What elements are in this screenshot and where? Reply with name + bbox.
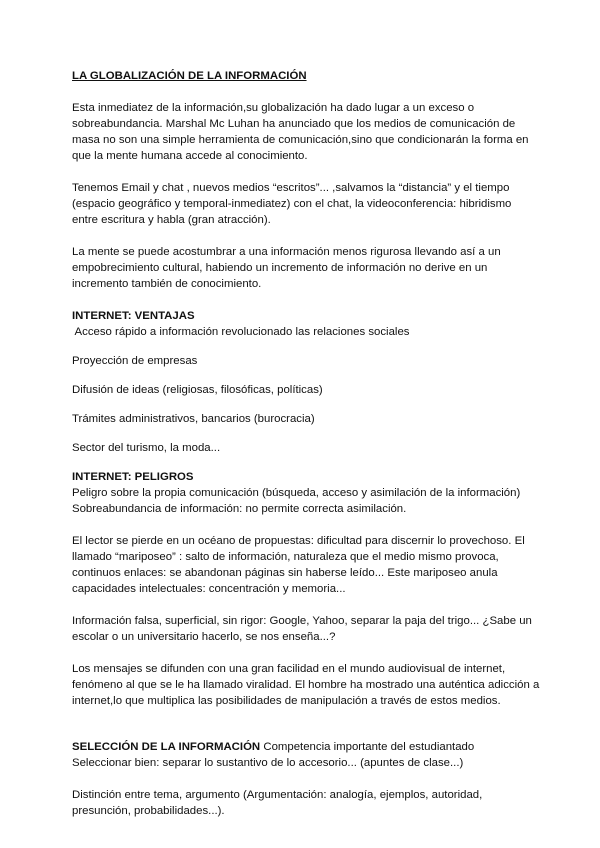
intro-paragraph-1: Esta inmediatez de la información,su globalización ha dado lugar a un exceso o sobreabundancia. Marshal Mc Luhan ha anunciado que los medios de comunicación de masa no son una simple herramienta de comunicación,sino que condicionarán la forma en que la mente humana accede al conocimiento. (72, 102, 529, 162)
intro-paragraph-3: La mente se puede acostumbrar a una información menos rigurosa llevando así a un empobrecimiento cultural, habiendo un incremento de información no derive en un incremento también de conocimiento. (72, 246, 501, 290)
peligros-paragraph-1: Peligro sobre la propia comunicación (búsqueda, acceso y asimilación de la información) Sobreabundancia de información: no permite correcta asimilación. (72, 487, 521, 515)
document-title: LA GLOBALIZACIÓN DE LA INFORMACIÓN (72, 70, 307, 82)
peligros-heading: INTERNET: PELIGROS (72, 471, 194, 483)
ventajas-item: Trámites administrativos, bancarios (burocracia) (72, 413, 315, 425)
ventajas-heading: INTERNET: VENTAJAS (72, 310, 195, 322)
seleccion-heading-rest: Competencia importante del estudiantado (260, 741, 475, 753)
seleccion-heading: SELECCIÓN DE LA INFORMACIÓN (72, 741, 261, 753)
ventajas-item: Difusión de ideas (religiosas, filosóficas, políticas) (72, 384, 323, 396)
document-page (72, 68, 540, 835)
seleccion-heading-line (72, 739, 540, 755)
peligros-paragraph-2: El lector se pierde en un océano de propuestas: dificultad para discernir lo provechoso. El llamado “mariposeo” : salto de información, naturaleza que el medio mismo provoca, continuos enlaces: se abandonan páginas sin haberse leído... Este mariposeo anula capacidades intelectuales: concentración y memoria... (72, 535, 525, 595)
ventajas-item: Proyección de empresas (72, 355, 198, 367)
intro-paragraph-2: Tenemos Email y chat , nuevos medios “escritos”... ,salvamos la “distancia” y el tiempo (espacio geográfico y temporal-inmediatez) con el chat, la videoconferencia: hibridismo entre escritura y habla (gran atracción). (72, 182, 512, 226)
ventajas-item: Sector del turismo, la moda... (72, 442, 221, 454)
seleccion-paragraph: Distinción entre tema, argumento (Argumentación: analogía, ejemplos, autoridad, presunción, probabilidades...). (72, 789, 483, 817)
peligros-paragraph-3: Información falsa, superficial, sin rigor: Google, Yahoo, separar la paja del trigo... ¿Sabe un escolar o un universitario hacerlo, se nos enseña...? (72, 615, 532, 643)
peligros-paragraph-4: Los mensajes se difunden con una gran facilidad en el mundo audiovisual de internet, fenómeno al que se le ha llamado viralidad. El hombre ha mostrado una auténtica adicción a internet,lo que multiplica las posibilidades de manipulación a través de estos medios. (72, 663, 540, 707)
seleccion-line-2: Seleccionar bien: separar lo sustantivo de lo accesorio... (apuntes de clase...) (72, 757, 464, 769)
ventajas-item: Acceso rápido a información revolucionado las relaciones sociales (72, 326, 410, 338)
